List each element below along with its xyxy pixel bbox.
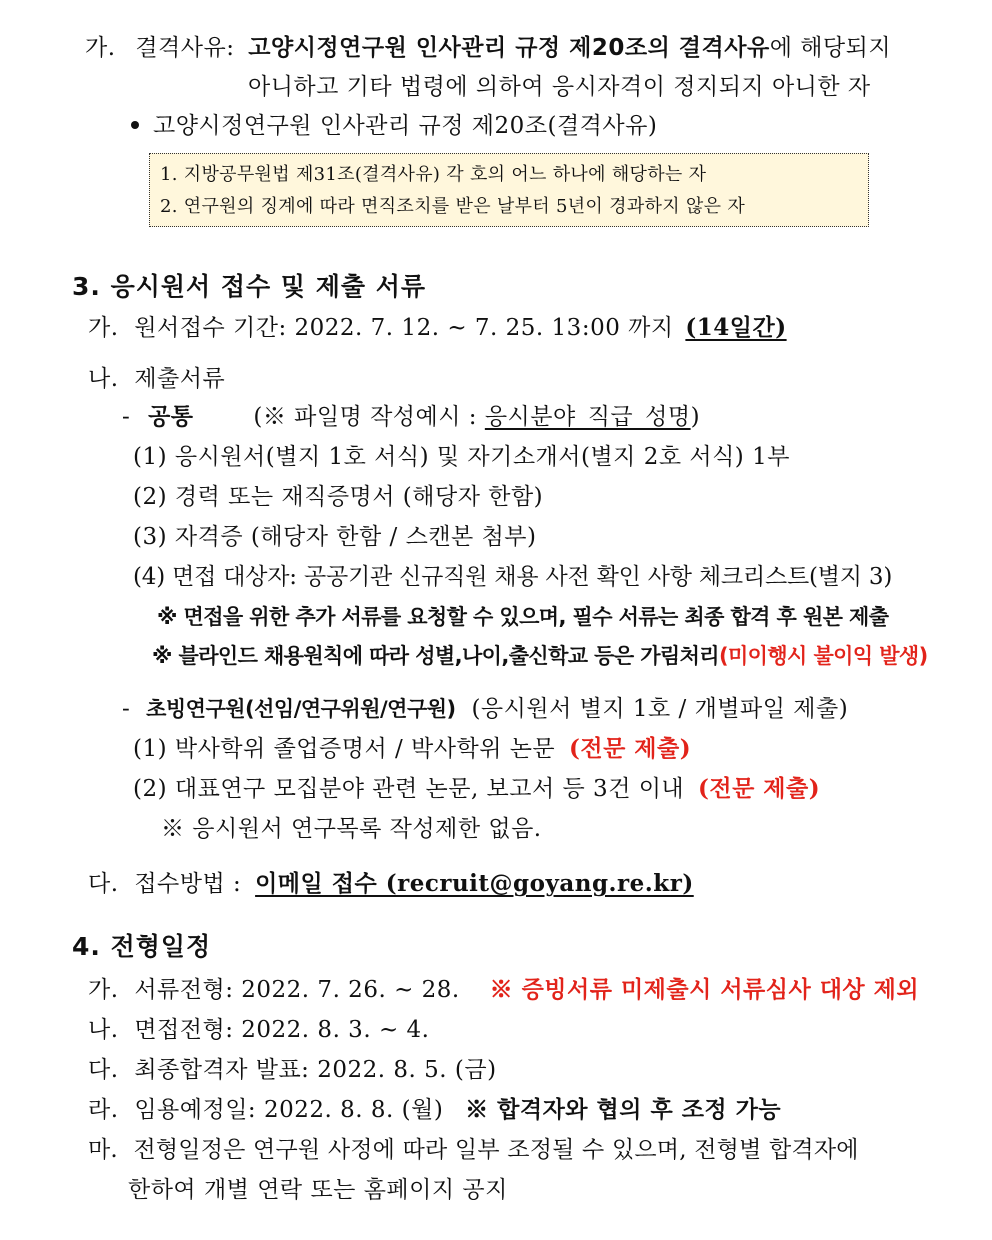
- list-label: 나.: [88, 1017, 119, 1043]
- disqualification-box: [149, 153, 869, 227]
- screening-warning: ※ 증빙서류 미제출시 서류심사 대상 제외: [489, 976, 920, 1003]
- eligibility-line-1: [85, 33, 891, 63]
- blind-hiring-note: [152, 641, 928, 671]
- box-line-1: 1. 지방공무원법 제31조(결격사유) 각 호의 어느 하나에 해당하는 자: [160, 164, 707, 185]
- common-docs-line: [122, 402, 700, 432]
- invited-researcher-line: [122, 694, 848, 724]
- invited-item-2: [133, 774, 820, 804]
- document-item-4: (4) 면접 대상자: 공공기관 신규직원 채용 사전 확인 사항 체크리스트(별지 3): [133, 564, 893, 590]
- section-3-heading: 3. 응시원서 접수 및 제출 서류: [72, 272, 427, 301]
- list-label: 다.: [88, 871, 119, 897]
- appointment-text: 임용예정일: 2022. 8. 8. (월): [134, 1097, 444, 1123]
- list-label: 가.: [88, 977, 119, 1003]
- submission-method: [88, 869, 694, 899]
- bullet-item: [131, 111, 657, 141]
- period-text: 원서접수 기간: 2022. 7. 12. ~ 7. 25. 13:00 까지: [134, 315, 674, 341]
- application-period: [88, 313, 787, 343]
- schedule-note-text: 전형일정은 연구원 사정에 따라 일부 조정될 수 있으며, 전형별 합격자에: [133, 1137, 859, 1163]
- schedule-note-line-1: [88, 1135, 859, 1165]
- announcement-text: 최종합격자 발표: 2022. 8. 5. (금): [134, 1057, 497, 1083]
- eligibility-line-2: 아니하고 기타 법령에 의하여 응시자격이 정지되지 아니한 자: [248, 74, 871, 100]
- document-item-1: (1) 응시원서(별지 1호 서식) 및 자기소개서(별지 2호 서식) 1부: [133, 444, 790, 470]
- appointment-date: [88, 1095, 781, 1125]
- invited-note: (응시원서 별지 1호 / 개별파일 제출): [471, 696, 849, 722]
- document-item-3: (3) 자격증 (해당자 한함 / 스캔본 첨부): [133, 524, 537, 550]
- invited-item-1: [133, 734, 691, 764]
- dash: -: [122, 696, 131, 722]
- filename-note-prefix: (※ 파일명 작성예시 :: [253, 404, 478, 430]
- document-screening: [88, 975, 919, 1005]
- documents-heading: [88, 364, 225, 394]
- blind-note-text: ※ 블라인드 채용원칙에 따라 성별,나이,출신학교 등은 가림처리: [152, 644, 719, 668]
- final-announcement: [88, 1055, 497, 1085]
- documents-title: 제출서류: [134, 366, 226, 392]
- schedule-note-line-2: 한하여 개별 연락 또는 홈페이지 공지: [128, 1177, 508, 1203]
- list-label: 마.: [88, 1137, 118, 1163]
- invited-item-2-text: (2) 대표연구 모집분야 관련 논문, 보고서 등 3건 이내: [133, 776, 685, 802]
- list-label: 나.: [88, 366, 119, 392]
- research-list-note: ※ 응시원서 연구목록 작성제한 없음.: [161, 816, 542, 842]
- invited-item-2-red: (전문 제출): [697, 775, 821, 802]
- list-label: 가.: [85, 35, 116, 61]
- eligibility-prefix: 결격사유:: [135, 35, 235, 61]
- filename-note-suffix: ): [690, 404, 701, 430]
- eligibility-suffix: 에 해당되지: [769, 35, 892, 61]
- invited-item-1-text: (1) 박사학위 졸업증명서 / 박사학위 논문: [133, 736, 556, 762]
- invited-label: 초빙연구원(선임/연구위원/연구원): [146, 697, 456, 721]
- interview-screening: [88, 1015, 429, 1045]
- list-label: 다.: [88, 1057, 119, 1083]
- common-label: 공통: [148, 403, 194, 430]
- bullet-icon: [131, 121, 139, 129]
- blind-note-warning: (미이행시 불이익 발생): [719, 644, 928, 668]
- box-line-2: 2. 연구원의 징계에 따라 면직조치를 받은 날부터 5년이 경과하지 않은 자: [160, 196, 746, 217]
- appointment-note: ※ 합격자와 협의 후 조정 가능: [465, 1096, 782, 1123]
- list-label: 가.: [88, 315, 119, 341]
- eligibility-rule: 고양시정연구원 인사관리 규정 제20조의 결격사유: [248, 35, 770, 61]
- period-days: (14일간): [685, 314, 787, 341]
- interview-text: 면접전형: 2022. 8. 3. ~ 4.: [134, 1017, 430, 1043]
- bullet-text: 고양시정연구원 인사관리 규정 제20조(결격사유): [153, 113, 658, 139]
- list-label: 라.: [88, 1097, 119, 1123]
- section-4-heading: 4. 전형일정: [72, 932, 212, 961]
- dash: -: [122, 404, 131, 430]
- email-method: 이메일 접수 (recruit@goyang.re.kr): [255, 870, 694, 897]
- method-label: 접수방법 :: [134, 871, 242, 897]
- document-item-2: (2) 경력 또는 재직증명서 (해당자 한함): [133, 484, 544, 510]
- screening-text: 서류전형: 2022. 7. 26. ~ 28.: [134, 977, 460, 1003]
- extra-docs-note: ※ 면접을 위한 추가 서류를 요청할 수 있으며, 필수 서류는 최종 합격 후 원본 제출: [157, 605, 889, 629]
- invited-item-1-red: (전문 제출): [568, 735, 692, 762]
- filename-example: 응시분야_직급_성명: [484, 404, 691, 430]
